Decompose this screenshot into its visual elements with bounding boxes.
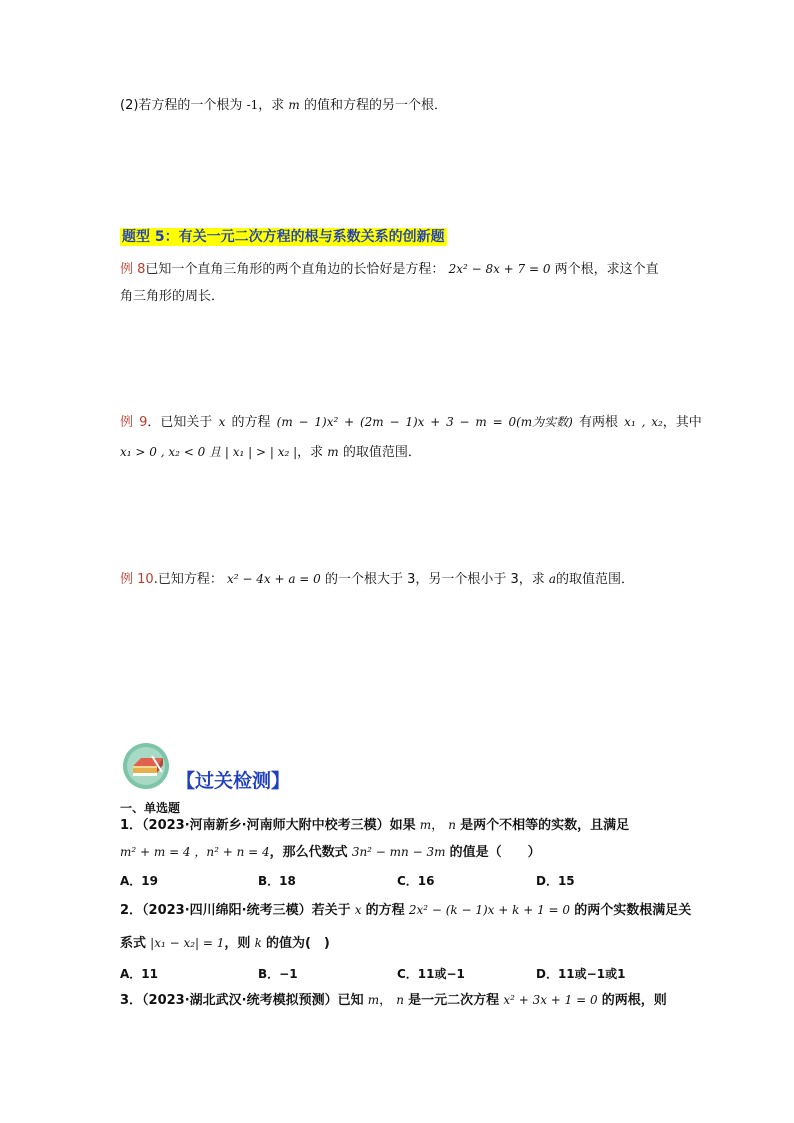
question-3-tail: 的两根，则 [601, 993, 667, 1008]
example-10-var-a: a [548, 572, 557, 586]
question-1-comma: ， [431, 818, 445, 833]
question-1-stem-tail: 的值是（ ） [449, 845, 541, 860]
question-2-line-1 [120, 901, 691, 920]
question-3-mid: 是一元二次方程 [408, 993, 500, 1008]
question-1-option-c[interactable]: C．16 [397, 874, 435, 888]
example-9-condition: x₁ > 0 , x₂ < 0 且 | x₁ | > | x₂ | [120, 445, 298, 459]
example-9-mid-1: 的方程 [231, 415, 271, 430]
question-2-option-c[interactable]: C．11或−1 [397, 967, 465, 981]
question-3-prefix: 3．（2023·湖北武汉·统考模拟预测）已知 [120, 993, 364, 1008]
question-1-condition: m² + m = 4 ，n² + n = 4 [120, 845, 270, 859]
question-1-option-a[interactable]: A．19 [120, 874, 158, 888]
example-9-label: 例 9 [120, 415, 148, 430]
example-8-label: 例 8 [120, 262, 146, 277]
example-9-var-x: x [218, 415, 226, 429]
part-2-mid: ，求 [258, 98, 285, 113]
question-1-line-1 [120, 816, 629, 835]
question-1-var-n: n [448, 818, 457, 832]
example-10-text-1: .已知方程： [153, 572, 223, 587]
section-5-title [120, 228, 447, 247]
question-2-line-2-prefix: 系式 [120, 936, 147, 951]
question-2-equation: 2x² − (k − 1)x + k + 1 = 0 [408, 903, 571, 917]
example-10-line [120, 570, 634, 589]
single-choice-heading: 一、单选题 [120, 801, 181, 815]
example-9-roots: x₁ , x₂ [624, 415, 663, 429]
example-8-tail: 两个根，求这个直 [554, 262, 659, 277]
question-3-var-n: n [396, 993, 405, 1007]
question-1-line-2 [120, 843, 541, 862]
question-1-expression: 3n² − mn − 3m [351, 845, 446, 859]
example-9-line-1 [120, 413, 702, 432]
question-part-2 [120, 96, 447, 115]
question-2-line-2 [120, 934, 330, 953]
example-9-line-2-mid: ，求 [297, 445, 324, 460]
example-8-equation: 2x² − 8x + 7 = 0 [448, 262, 551, 276]
single-choice-section-title [120, 799, 180, 817]
example-10-equation: x² − 4x + a = 0 [226, 572, 321, 586]
example-9-equation: (m − 1)x² + (2m − 1)x + 3 − m = 0(m为实数) [276, 415, 573, 429]
part-2-prefix: (2)若方程的一个根为 [120, 98, 243, 113]
question-1-tail: 是两个不相等的实数，且满足 [460, 818, 630, 833]
book-badge-icon [122, 742, 170, 790]
question-2-mid: 的方程 [365, 903, 405, 918]
part-2-suffix: 的值和方程的另一个根． [299, 98, 447, 113]
question-2-prefix: 2．（2023·四川绵阳·统考三模）若关于 [120, 903, 351, 918]
example-9-line-2-tail: 的取值范围． [342, 445, 421, 460]
question-2-option-a[interactable]: A．11 [120, 967, 158, 981]
example-8-line-2 [120, 288, 224, 306]
example-9-text: ．已知关于 [147, 415, 213, 430]
section-5-heading: 题型 5：有关一元二次方程的根与系数关系的创新题 [122, 229, 445, 245]
part-2-root: -1 [246, 98, 259, 112]
checkpoint-title [176, 772, 290, 793]
question-2-tail: 的两个实数根满足关 [574, 903, 692, 918]
question-3-equation: x² + 3x + 1 = 0 [503, 993, 598, 1007]
example-8-line-1 [120, 260, 659, 279]
example-8-line-2-text: 角三角形的周长． [120, 289, 225, 304]
question-1-mid: ，那么代数式 [269, 845, 348, 860]
question-1-prefix: 1．（2023·河南新乡·河南师大附中校考三模）如果 [120, 818, 416, 833]
example-9-mid-2: 有两根 [579, 415, 619, 430]
question-2-option-d[interactable]: D．11或−1或1 [536, 967, 626, 981]
question-1-option-d[interactable]: D．15 [536, 874, 575, 888]
question-1-option-b[interactable]: B．18 [258, 874, 296, 888]
question-2-option-b[interactable]: B．−1 [258, 967, 298, 981]
question-3-comma: ， [379, 993, 393, 1008]
question-3-line-1 [120, 991, 667, 1010]
example-10-text-3: 的取值范围． [556, 572, 635, 587]
checkpoint-heading: 【过关检测】 [176, 770, 291, 792]
example-8-text: 已知一个直角三角形的两个直角边的长恰好是方程： [145, 262, 445, 277]
question-1-var-m: m [419, 818, 432, 832]
example-10-text-2: 的一个根大于 3，另一个根小于 3，求 [324, 572, 545, 587]
example-9-var-m: m [327, 445, 339, 459]
example-9-line-2 [120, 443, 421, 462]
example-9-tail: ，其中 [662, 415, 702, 430]
question-2-var-k: k [254, 936, 262, 950]
question-2-condition: |x₁ − x₂| = 1 [150, 936, 225, 950]
part-2-var: m [288, 98, 300, 112]
question-2-stem-tail: 的值为( ) [265, 936, 330, 951]
question-3-var-m: m [367, 993, 380, 1007]
question-2-line-2-mid: ，则 [224, 936, 251, 951]
question-2-var-x: x [354, 903, 362, 917]
example-10-label: 例 10 [120, 572, 154, 587]
